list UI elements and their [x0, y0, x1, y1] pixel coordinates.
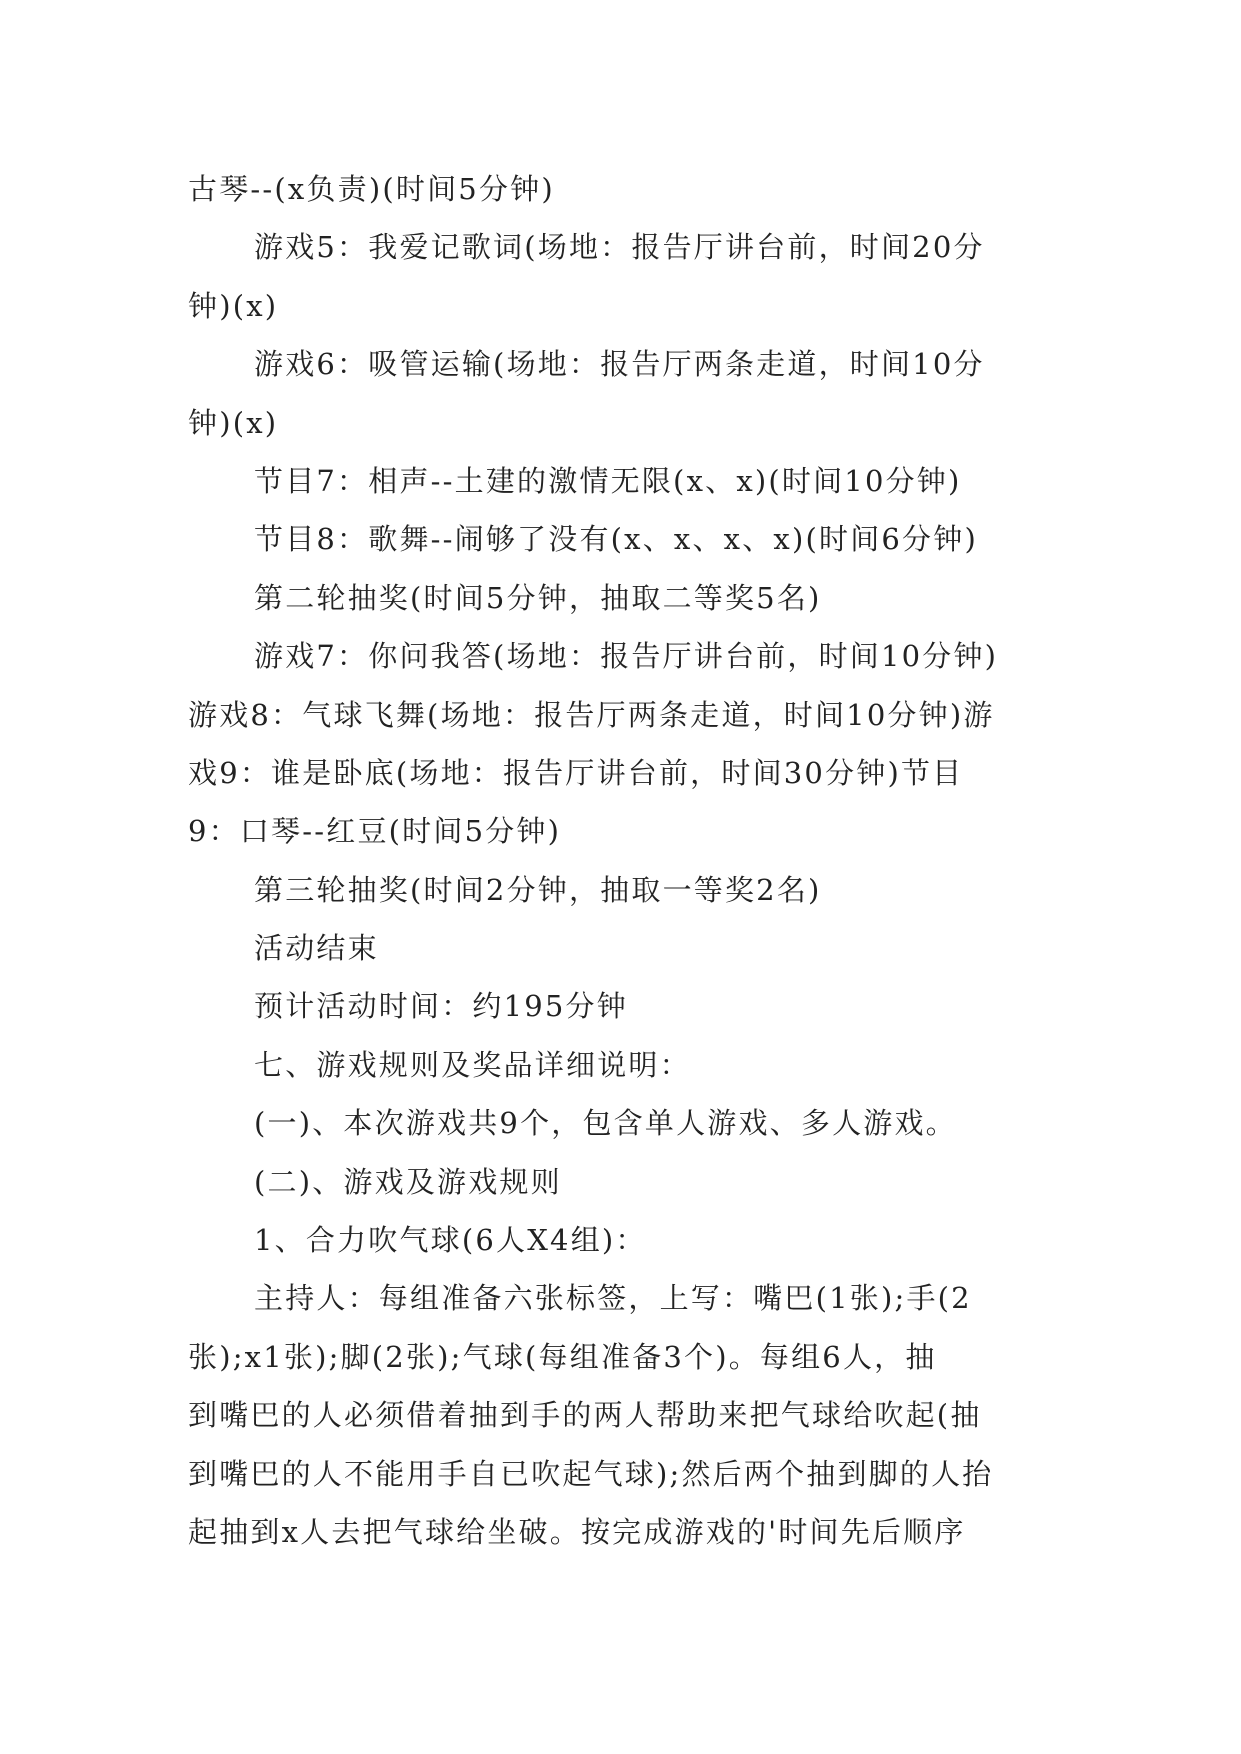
- paragraph-line: 第二轮抽奖(时间5分钟，抽取二等奖5名): [254, 580, 822, 615]
- paragraph-line: 活动结束: [254, 931, 379, 966]
- paragraph-line: 节目7：相声--土建的激情无限(x、x)(时间10分钟): [254, 463, 962, 498]
- paragraph-line: 古琴--(x负责)(时间5分钟): [188, 172, 555, 206]
- paragraph-line: (一)、本次游戏共9个，包含单人游戏、多人游戏。: [254, 1106, 957, 1141]
- game-title: 1、合力吹气球(6人X4组)：: [254, 1223, 647, 1258]
- subsection-heading: (二)、游戏及游戏规则: [254, 1164, 562, 1199]
- paragraph-line: 到嘴巴的人不能用手自已吹起气球);然后两个抽到脚的人抬: [188, 1456, 994, 1491]
- document-body: [188, 160, 1068, 1561]
- paragraph-line: 主持人：每组准备六张标签，上写：嘴巴(1张);手(2: [254, 1281, 972, 1316]
- paragraph-line: 钟)(x): [188, 288, 279, 323]
- paragraph-line: 到嘴巴的人必须借着抽到手的两人帮助来把气球给吹起(抽: [188, 1398, 982, 1433]
- paragraph-line: 游戏5：我爱记歌词(场地：报告厅讲台前，时间20分: [254, 230, 985, 265]
- paragraph-line: 第三轮抽奖(时间2分钟，抽取一等奖2名): [254, 872, 822, 907]
- paragraph-line: 起抽到x人去把气球给坐破。按完成游戏的'时间先后顺序: [188, 1514, 966, 1549]
- section-heading: 七、游戏规则及奖品详细说明：: [254, 1047, 691, 1082]
- paragraph-line: 游戏8：气球飞舞(场地：报告厅两条走道，时间10分钟)游: [188, 697, 995, 732]
- paragraph-line: 游戏6：吸管运输(场地：报告厅两条走道，时间10分: [254, 347, 985, 382]
- paragraph-line: 钟)(x): [188, 405, 279, 440]
- paragraph-line: 预计活动时间：约195分钟: [254, 989, 628, 1024]
- paragraph-line: 节目8：歌舞--闹够了没有(x、x、x、x)(时间6分钟): [254, 522, 978, 557]
- paragraph-line: 9：口琴--红豆(时间5分钟): [188, 814, 562, 849]
- paragraph-line: 游戏7：你问我答(场地：报告厅讲台前，时间10分钟): [254, 639, 999, 674]
- paragraph-line: 戏9：谁是卧底(场地：报告厅讲台前，时间30分钟)节目: [188, 755, 964, 790]
- paragraph-line: 张);x1张);脚(2张);气球(每组准备3个)。每组6人，抽: [188, 1339, 937, 1374]
